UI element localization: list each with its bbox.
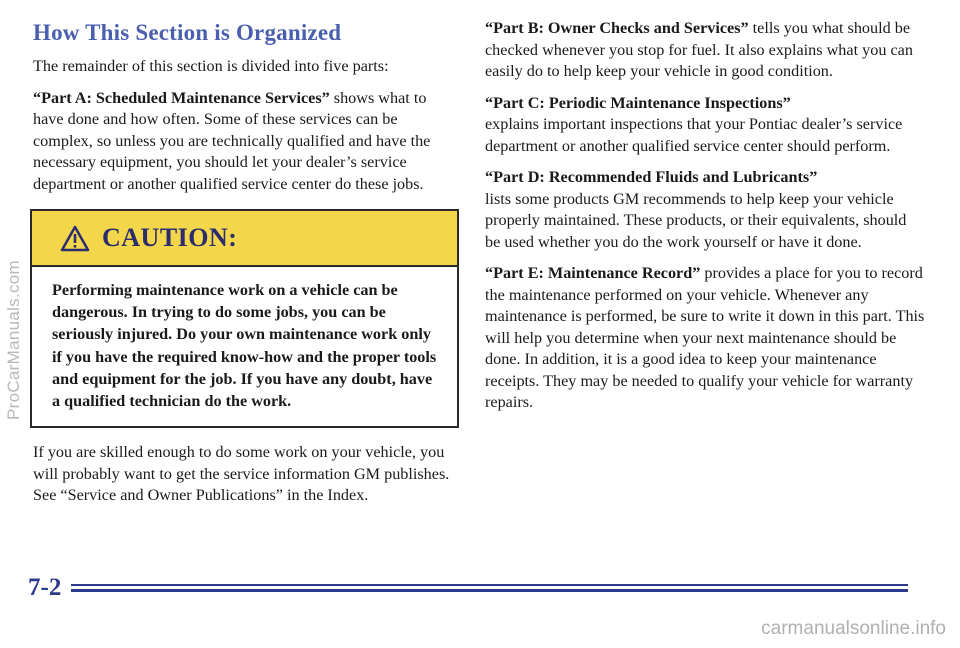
intro-paragraph: The remainder of this section is divided into five parts: (33, 57, 389, 75)
part-a-body: shows what to have done and how often. Some of these services can be complex, so unless you are technically qualified and have the necessary equipment, you should let your dealer’s service department or another qualified service center do these jobs. (33, 88, 431, 193)
footer-rule (71, 582, 908, 594)
part-c-title: “Part C: Periodic Maintenance Inspections” (485, 93, 791, 112)
right-column (485, 18, 925, 424)
part-b-body: tells you what should be checked whenever you stop for fuel. It also explains what you can easily do to help keep your vehicle in good condition. (485, 19, 913, 80)
side-watermark (4, 60, 24, 620)
closing-paragraph: If you are skilled enough to do some work on your vehicle, you will probably want to get the service information GM publishes. See “Service and Owner Publications” in the Index. (33, 443, 450, 505)
part-b-paragraph (485, 18, 925, 83)
left-column (33, 20, 458, 517)
part-e-paragraph (485, 263, 925, 414)
part-e-body: provides a place for you to record the maintenance performed on your vehicle. Whenever any maintenance is performed, be sure to write it down in this part. This will help you determine when your next maintenance should be done. In addition, it is a good idea to keep your maintenance receipts. They may be needed to qualify your vehicle for warranty repairs. (485, 264, 925, 411)
warning-triangle-icon (60, 225, 90, 252)
part-c-body: explains important inspections that your Pontiac dealer’s service department or another qualified service center should perform. (485, 115, 903, 155)
part-a-title: “Part A: Scheduled Maintenance Services” (33, 88, 330, 107)
part-c-paragraph (485, 93, 925, 158)
page-number: 7-2 (28, 574, 62, 601)
caution-header (32, 211, 457, 267)
page-footer (28, 576, 908, 600)
section-heading: How This Section is Organized (33, 20, 342, 45)
part-b-title: “Part B: Owner Checks and Services” (485, 19, 749, 37)
caution-text: Performing maintenance work on a vehicle can be dangerous. In trying to do some jobs, you can be seriously injured. Do your own maintenance work only if you have the required know-how and the proper tools and equipment for the job. If you have any doubt, have a qualified technician do the work. (52, 281, 437, 411)
part-a-paragraph (33, 88, 458, 196)
caution-title: CAUTION: (102, 223, 238, 252)
footer-rule-thick (71, 589, 908, 592)
part-d-body: lists some products GM recommends to help keep your vehicle properly maintained. These products, or their equivalents, should be used whether you do the work yourself or have it done. (485, 189, 907, 251)
caution-box (30, 209, 459, 428)
part-d-paragraph (485, 167, 925, 253)
part-d-title: “Part D: Recommended Fluids and Lubricants” (485, 168, 818, 186)
side-watermark-text: ProCarManuals.com (4, 259, 24, 421)
bottom-watermark: carmanualsonline.info (761, 618, 946, 639)
footer-rule-thin (71, 584, 908, 586)
part-e-title: “Part E: Maintenance Record” (485, 264, 701, 282)
